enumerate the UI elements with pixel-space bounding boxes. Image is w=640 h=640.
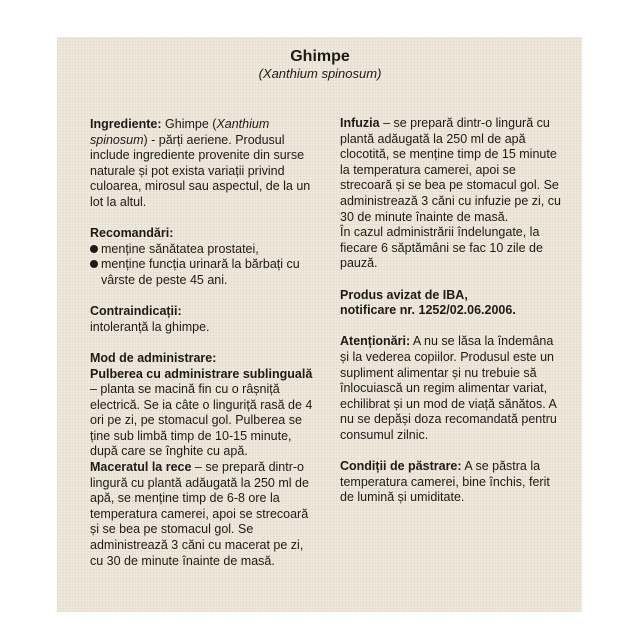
infusion-section xyxy=(340,116,565,225)
administration-heading xyxy=(90,351,315,367)
long-term-text: În cazul administrării îndelungate, la fiecare 6 săptămâni se fac 10 zile de pauză. xyxy=(340,225,543,271)
storage-heading: Condiții de păstrare: xyxy=(340,459,462,474)
storage-section xyxy=(340,459,565,506)
latin-name: (Xanthium spinosum) xyxy=(258,66,382,81)
bullet-icon xyxy=(90,245,98,253)
recommendations-heading-text: Recomandări: xyxy=(90,226,174,241)
ingredients-heading: Ingrediente: xyxy=(90,117,162,131)
administration-heading-text: Mod de administrare: xyxy=(90,350,217,365)
warnings-section xyxy=(340,334,565,443)
macerate-text: – se prepară dintr-o lingură cu plantă adăugată la 250 ml de apă, se menține timp de 6-8 ore la temperatura camerei, apoi se strecoară și se bea pe stomacul gol. Se administrează 3 căni cu macerat pe zi, cu 30 de minute înainte de masă. xyxy=(90,460,309,568)
contraindications-heading-text: Contraindicații: xyxy=(90,304,182,319)
ingredients-section xyxy=(90,117,315,211)
approval-line-1 xyxy=(340,288,565,304)
approval-line-1-text: Produs avizat de IBA, xyxy=(340,287,468,302)
powder-text: – planta se macină fin cu o râșniță electrică. Se ia câte o linguriță rasă de 4 ori pe zi, pe stomacul gol. Pulberea se ține sub limbă timp de 10-15 minute, după care se înghite cu apă. xyxy=(90,382,313,459)
recommendation-item xyxy=(90,242,315,258)
approval-line-2-text: notificare nr. 1252/02.06.2006. xyxy=(340,303,516,318)
macerate-section xyxy=(90,460,315,569)
bullet-icon xyxy=(90,260,98,268)
infusion-heading: Infuzia xyxy=(340,116,380,130)
powder-section xyxy=(90,367,315,461)
approval-line-2 xyxy=(340,303,565,319)
recommendation-text: menține funcția urinară la bărbați cu vârste de peste 45 ani. xyxy=(101,257,300,287)
recommendation-item xyxy=(90,257,315,288)
ingredients-latin: Xanthium spinosum xyxy=(90,117,270,147)
warnings-heading: Atenționări: xyxy=(340,334,411,349)
ingredients-text-b: ) - părți aeriene. Produsul include ingrediente provenite din surse naturale și pot exista variații privind culoarea, mirosul sau aspectul, de la un lot la altul. xyxy=(90,132,311,209)
left-column xyxy=(90,117,315,569)
storage-text: A se păstra la temperatura camerei, bine închis, ferit de lumină și umiditate. xyxy=(340,459,550,505)
contraindications-heading xyxy=(90,304,315,320)
powder-heading: Pulberea cu administrare sublinguală xyxy=(90,366,313,381)
contraindications-text: intoleranță la ghimpe. xyxy=(90,319,210,334)
warnings-text: A nu se lăsa la îndemâna și la vederea copiilor. Produsul este un supliment alimentar și nu trebuie să înlocuiască un regim alimentar variat, echilibrat și un mod de viață sănătos. A nu se depăși doza recomandată pentru consumul zilnic. xyxy=(340,334,557,442)
macerate-heading: Maceratul la rece xyxy=(90,460,192,475)
infusion-text: – se prepară dintr-o lingură cu plantă adăugată la 250 ml de apă clocotită, se menține timp de 15 minute la temperatura camerei, apoi se strecoară și se bea pe stomacul gol. Se administrează 3 căni cu infuzie pe zi, cu 30 de minute înainte de masă. xyxy=(340,116,561,224)
recommendation-text: menține sănătatea prostatei, xyxy=(101,241,259,256)
right-column xyxy=(340,116,565,506)
product-title: Ghimpe xyxy=(290,48,350,65)
ingredients-text-a: Ghimpe ( xyxy=(161,117,217,131)
recommendations-heading xyxy=(90,226,315,242)
